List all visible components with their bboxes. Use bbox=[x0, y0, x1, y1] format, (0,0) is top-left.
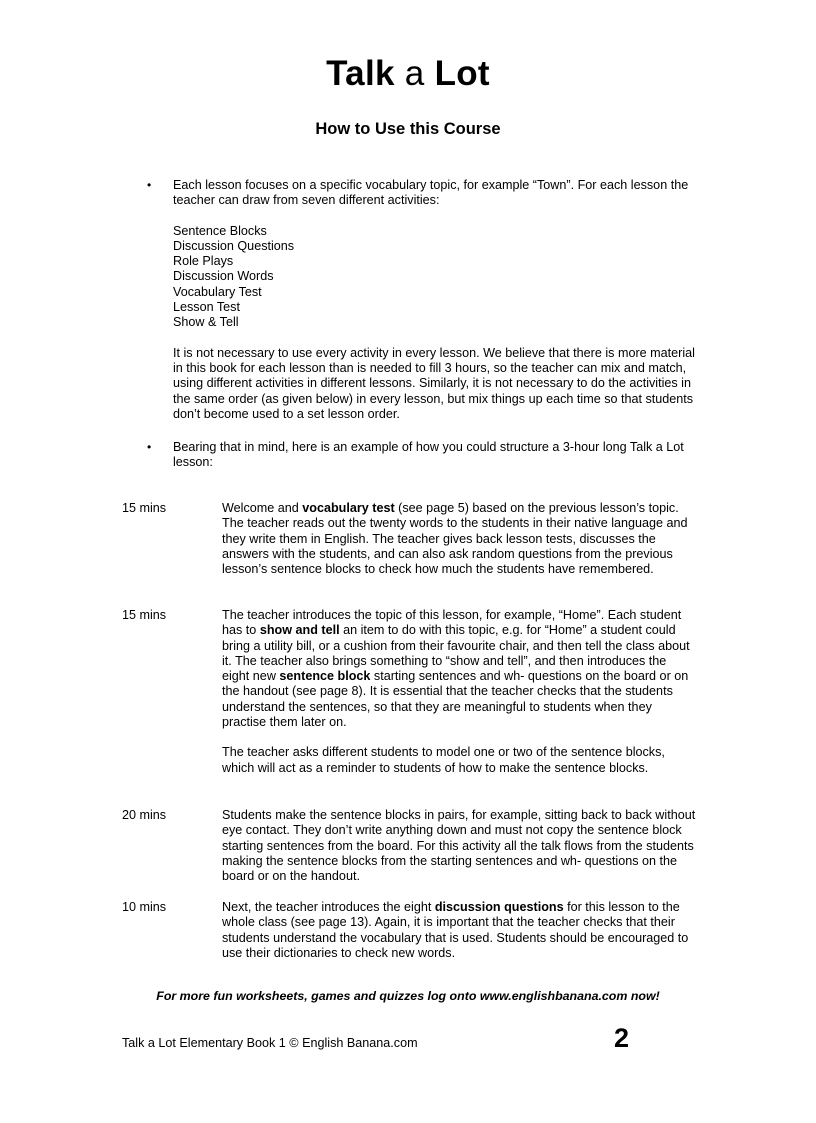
schedule-description bbox=[222, 608, 697, 776]
text-run: for this lesson to the whole class (see page 13). Again, it is important that the teacher checks that their students understand the vocabulary that is used. Students should be encouraged to use their dictionaries to check new words. bbox=[222, 900, 689, 960]
bullet-1-note: It is not necessary to use every activity in every lesson. We believe that there is more material in this book for each lesson than is needed to fill 3 hours, so the teacher can mix and match, using different activities in different lessons. Similarly, it is not necessary to do the activities in the same order (as given below) in every lesson, but mix things up each time so that students don’t become used to a set lesson order. bbox=[173, 345, 695, 421]
activities-list bbox=[173, 224, 703, 331]
bullet-item-2 bbox=[173, 440, 703, 471]
schedule-time: 20 mins bbox=[122, 808, 167, 822]
title-talk: Talk bbox=[326, 54, 395, 93]
bullet-item-1 bbox=[173, 178, 703, 422]
highlight-term: discussion questions bbox=[434, 900, 564, 914]
schedule-description bbox=[222, 900, 697, 961]
title-a: a bbox=[404, 54, 425, 93]
text-run: (see page 5) based on the previous lesson’s topic. The teacher reads out the twenty words to the students in their native language and they write them in English. The teacher gives back lesson tests, discusses the answers with the students, and can also ask random questions from the previous lesson’s sentence blocks to check how much the students have remembered. bbox=[222, 501, 688, 577]
text-run: The teacher introduces the topic of this lesson, for example, “Home”. Each student has to bbox=[222, 608, 682, 638]
highlight-term: show and tell bbox=[259, 623, 340, 638]
text-run: Students make the sentence blocks in pairs, for example, sitting back to back without eye contact. They don’t write anything down and must not copy the sentence block starting sentences from the board. For this activity all the talk flows from the students making the sentence blocks from the starting sentences and wh- questions on the board or on the handout. bbox=[222, 808, 696, 884]
activity-item: Vocabulary Test bbox=[173, 284, 262, 299]
activity-item: Discussion Words bbox=[173, 269, 274, 284]
page-subtitle: How to Use this Course bbox=[315, 120, 501, 138]
activity-item: Lesson Test bbox=[173, 300, 240, 315]
footer-credit: Talk a Lot Elementary Book 1 © English Banana.com bbox=[122, 1036, 418, 1050]
page-number: 2 bbox=[614, 1023, 630, 1053]
title-lot: Lot bbox=[434, 54, 490, 93]
bullet-marker-1: • bbox=[147, 178, 152, 192]
text-run: starting sentences and wh- questions on the board or on the handout (see page 8). It is essential that the teacher checks that the students understand the sentences, so that they are meaningful to students when they practise them later on. bbox=[222, 669, 689, 730]
schedule-time: 15 mins bbox=[122, 501, 167, 515]
schedule-extra: The teacher asks different students to model one or two of the sentence blocks, which will act as a reminder to students of how to make the sentence blocks. bbox=[222, 745, 665, 775]
activity-item: Role Plays bbox=[173, 254, 234, 269]
highlight-term: vocabulary test bbox=[302, 501, 395, 515]
activity-item: Sentence Blocks bbox=[173, 223, 267, 238]
schedule-description bbox=[222, 501, 697, 577]
footer-promo: For more fun worksheets, games and quizzes log onto www.englishbanana.com now! bbox=[156, 989, 660, 1003]
text-run: an item to do with this topic, e.g. for “Home” a student could bring a utility bill, or a cushion from their favourite chair, and then tell the class about it. The teacher also brings something to “show and tell”, and then introduces the eight new bbox=[222, 623, 690, 684]
bullet-1-intro: Each lesson focuses on a specific vocabulary topic, for example “Town”. For each lesson the teacher can draw from seven different activities: bbox=[173, 178, 689, 208]
text-run: Welcome and bbox=[222, 501, 303, 515]
activity-item: Show & Tell bbox=[173, 315, 239, 330]
page-title bbox=[0, 52, 816, 96]
bullet-marker-2: • bbox=[147, 440, 152, 454]
text-run: Next, the teacher introduces the eight bbox=[222, 900, 435, 914]
schedule-time: 10 mins bbox=[122, 900, 167, 914]
bullet-2-text: Bearing that in mind, here is an example of how you could structure a 3-hour long Talk a Lot lesson: bbox=[173, 440, 684, 470]
highlight-term: sentence block bbox=[279, 669, 371, 684]
schedule-time: 15 mins bbox=[122, 608, 167, 622]
activity-item: Discussion Questions bbox=[173, 238, 295, 253]
schedule-description bbox=[222, 808, 697, 884]
